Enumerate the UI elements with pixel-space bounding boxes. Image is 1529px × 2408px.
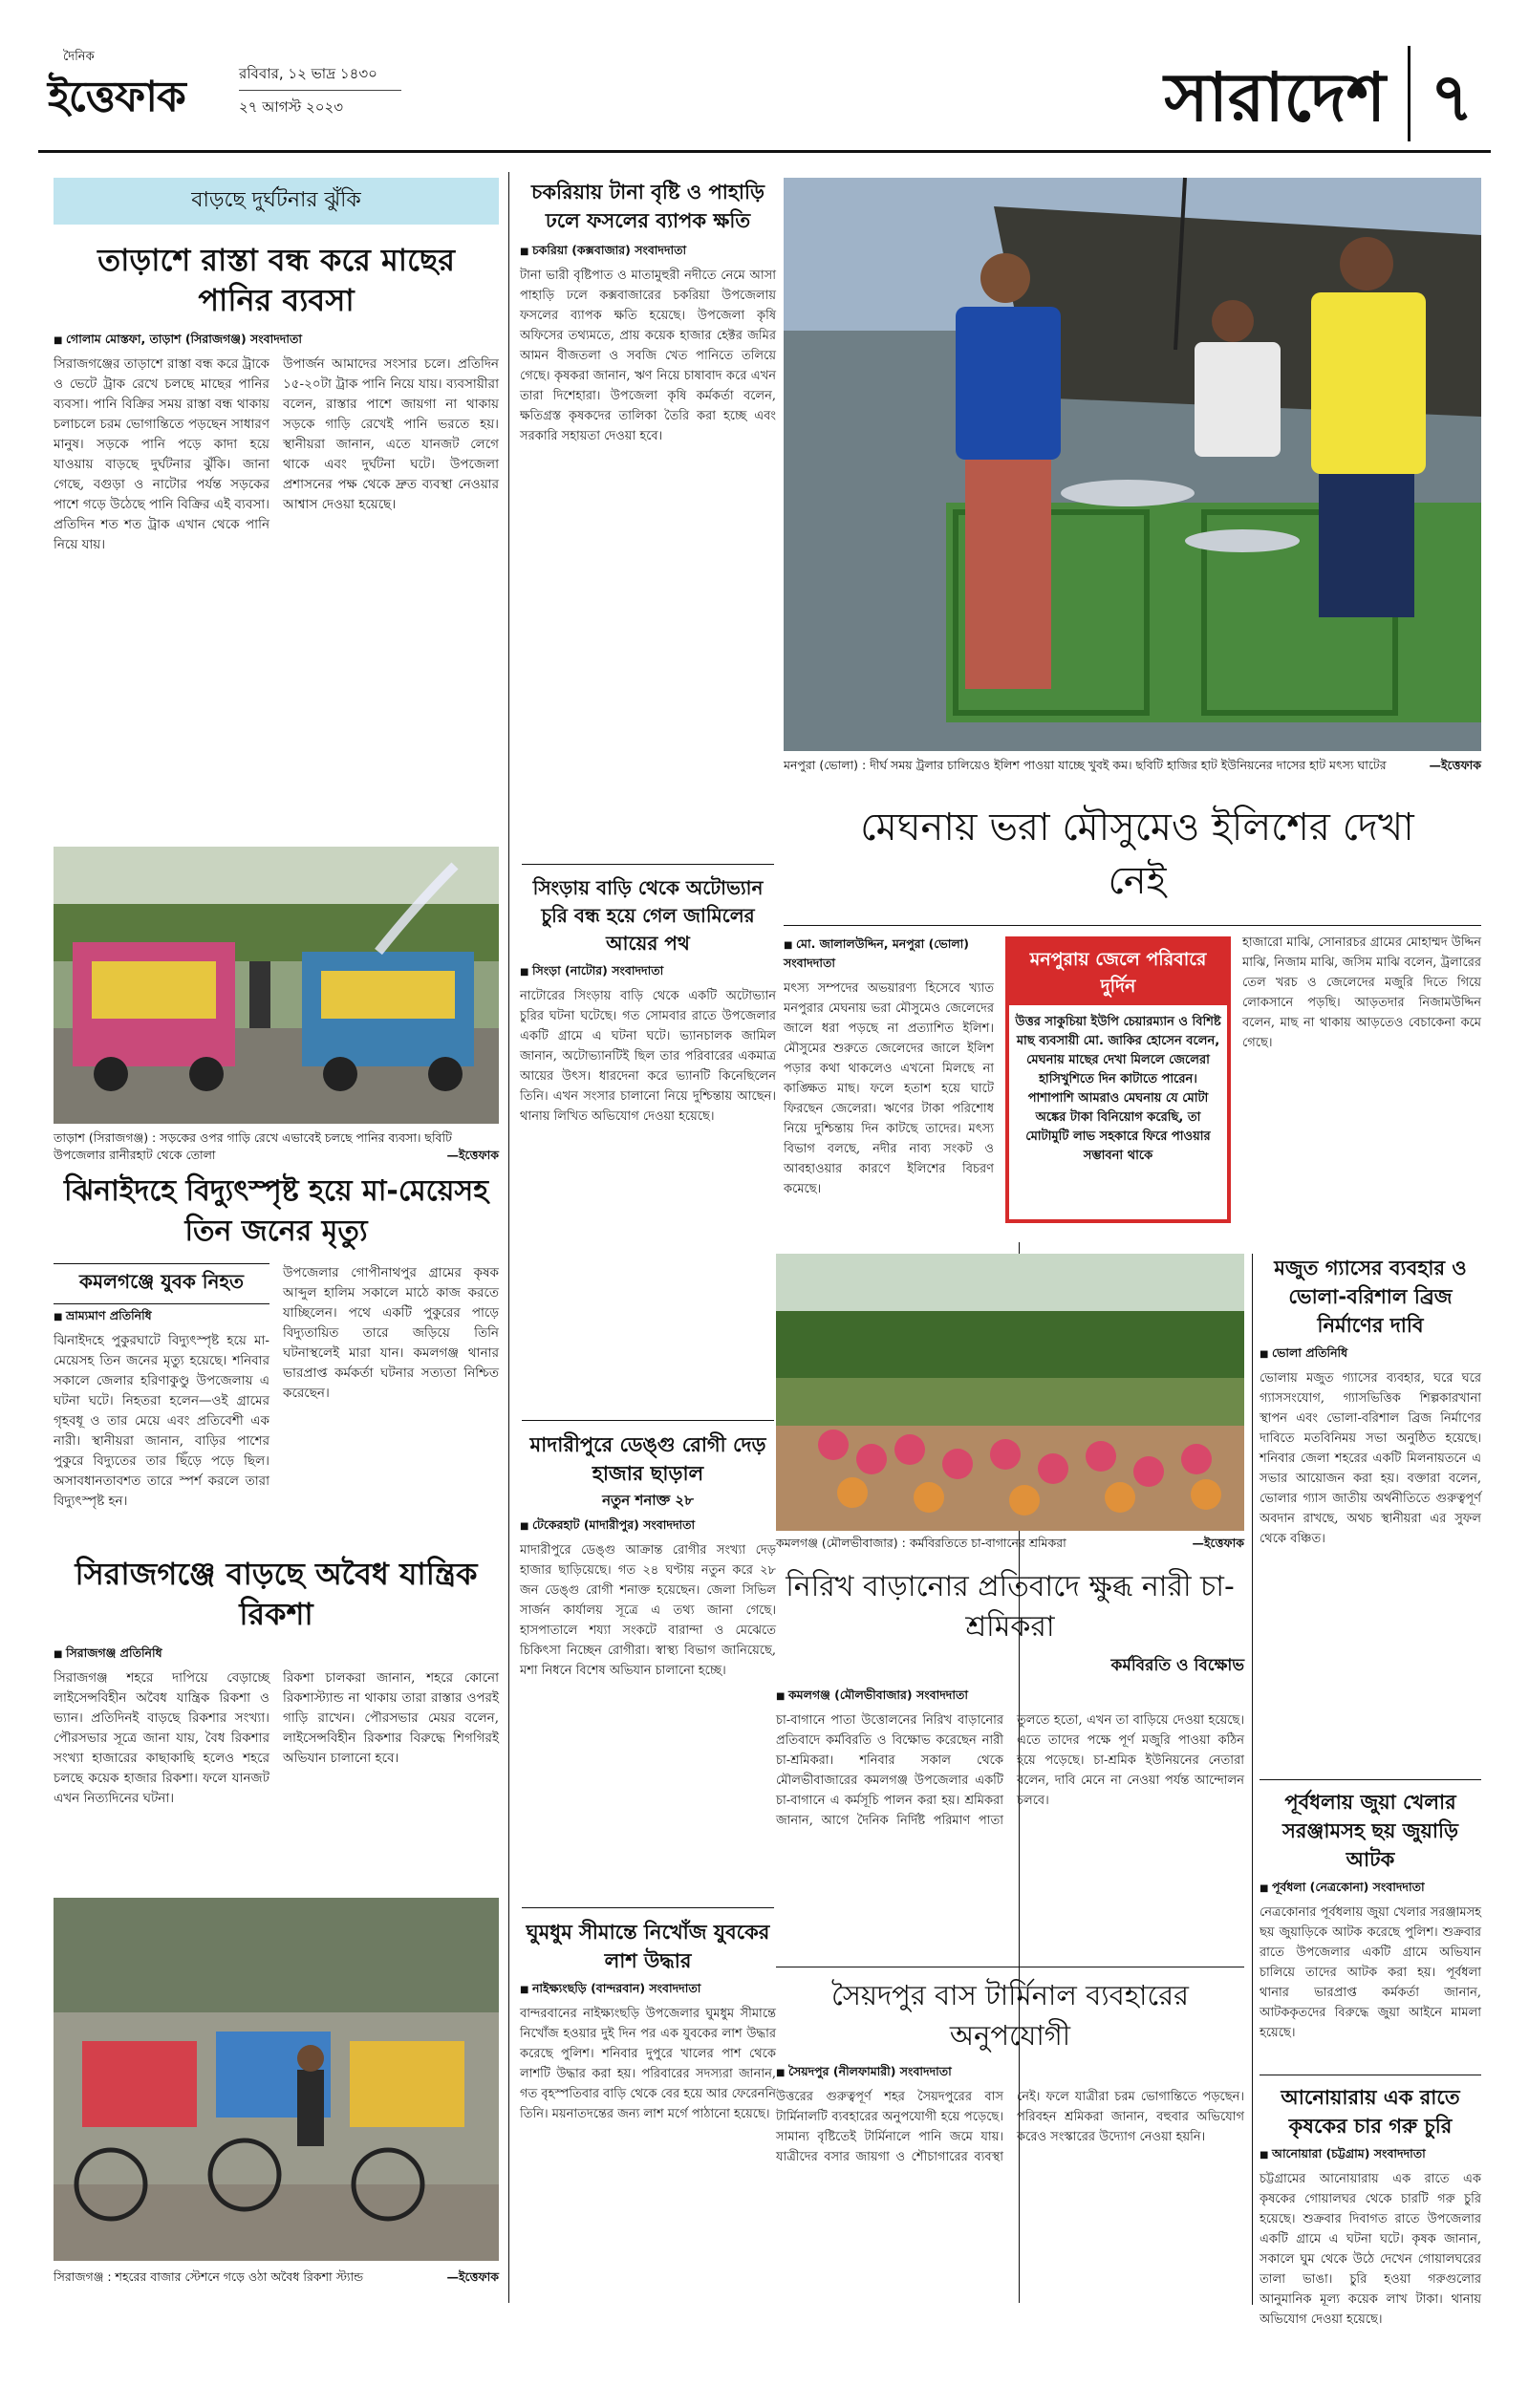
logo-main-text: ইত্তেফাক (48, 73, 185, 121)
photo-caption (776, 1535, 1244, 1552)
teaser-title: মনপুরায় জেলে পরিবারে দুর্দিন (1009, 940, 1227, 1005)
logo-small-text: দৈনিক (63, 50, 95, 64)
article-body (54, 1263, 499, 1599)
fishermen-photo[interactable] (784, 178, 1481, 751)
article-byline: ■ চকরিয়া (কক্সবাজার) সংবাদদাতা (520, 243, 776, 262)
teaser-box (1005, 936, 1231, 1223)
article-text: টানা ভারী বৃষ্টিপাত ও মাতামুহুরী নদীতে নেমে আসা পাহাড়ি ঢলে কক্সবাজারের চকরিয়া উপজেলায় ফসলের ব্যাপক ক্ষতি হয়েছে। উপজেলা কৃষি অফিসের তথ্যমতে, প্রায় কয়েক হাজার হেক্টর জমির আমন বীজতলা ও সবজি খেত পানিতে তলিয়ে গেছে। কৃষকরা জানান, ঋণ নিয়ে চাষাবাদ করে এখন তারা দিশেহারা। উপজেলা কৃষি কর্মকর্তা বলেন, ক্ষতিগ্রস্ত কৃষকদের তালিকা তৈরি করা হচ্ছে এবং সরকারি সহায়তা দেওয়া হবে। (520, 269, 776, 443)
article-byline: ■ সৈয়দপুর (নীলফামারী) সংবাদদাতা (776, 2064, 1244, 2083)
article-text: মাদারীপুরে ডেঙ্গু আক্রান্ত রোগীর সংখ্যা দেড় হাজার ছাড়িয়েছে। গত ২৪ ঘণ্টায় নতুন করে ২৮ জন ডেঙ্গু রোগী শনাক্ত হয়েছেন। জেলা সিভিল সার্জন কার্যালয় সূত্রে এ তথ্য জানা গেছে। হাসপাতালে শয্যা সংকটে বারান্দা ও মেঝেতে চিকিৎসা নিচ্ছেন রোগীরা। স্বাস্থ্য বিভাগ জানিয়েছে, মশা নিধনে বিশেষ অভিযান চালানো হচ্ছে। (520, 1543, 776, 1678)
article-headline[interactable]: চকরিয়ায় টানা বৃষ্টি ও পাহাড়ি ঢলে ফসলের ব্যাপক ক্ষতি (530, 181, 765, 232)
date-bangla: রবিবার, ১২ ভাদ্র ১৪৩০ (239, 65, 377, 82)
article-text: রিকশা চালকরা জানান, শহরে কোনো রিকশাস্ট্যান্ড না থাকায় তারা রাস্তার ওপরই গাড়ি রাখেন। পৌরসভার মেয়র বলেন, লাইসেন্সবিহীন রিকশার বিরুদ্ধে শিগগিরই অভিযান চালানো হবে। (283, 1670, 499, 1766)
sub-headline[interactable]: কমলগঞ্জে যুবক নিহত (54, 1263, 269, 1304)
article-headline[interactable]: ঘুমধুম সীমান্তে নিখোঁজ যুবকের লাশ উদ্ধার (522, 1907, 774, 1975)
lead-article (784, 933, 1481, 1238)
article-byline: ■ নাইক্ষ্যংছড়ি (বান্দরবান) সংবাদদাতা (520, 1981, 776, 2000)
masthead (38, 38, 1491, 153)
article-text: চা-বাগানে পাতা উত্তোলনের নিরিখ বাড়ানোর প্রতিবাদে কর্মবিরতি ও বিক্ষোভ করেছেন নারী চা-শ্রমিকরা। শনিবার সকাল থেকে মৌলভীবাজারের কমলগঞ্জ উপজেলার একটি চা-বাগানে এ কর্মসূচি পালন করা হয়। শ্রমিকরা জানান, আগে দৈনিক নির্দিষ্ট পরিমাণ পাতা তুলতে হতো, এখন তা বাড়িয়ে দেওয়া হয়েছে। এতে তাদের পক্ষে পূর্ণ মজুরি পাওয়া কঠিন হয়ে পড়েছে। চা-শ্রমিক ইউনিয়নের নেতারা বলেন, দাবি মেনে না নেওয়া পর্যন্ত আন্দোলন চলবে। (776, 1713, 1244, 1828)
article-headline[interactable]: ঝিনাইদহে বিদ্যুৎস্পৃষ্ট হয়ে মা-মেয়েসহ তিন জনের মৃত্যু (63, 1174, 488, 1248)
column-rule (1252, 1254, 1253, 2305)
caption-text: কমলগঞ্জ (মৌলভীবাজার) : কর্মবিরতিতে চা-বাগানের শ্রমিকরা (776, 1536, 1066, 1550)
photo-caption (54, 1129, 499, 1164)
lead-headline[interactable]: মেঘনায় ভরা মৌসুমেও ইলিশের দেখা নেই (860, 806, 1414, 903)
article-byline: ■ পূর্বধলা (নেত্রকোনা) সংবাদদাতা (1260, 1880, 1481, 1899)
lead-col-c (1242, 933, 1481, 1219)
photo-credit: —ইত্তেফাক (446, 2269, 499, 2284)
photo-caption (784, 757, 1481, 774)
article-headline[interactable]: পূর্বধলায় জুয়া খেলার সরঞ্জামসহ ছয় জুয়াড়ি আটক (1260, 1779, 1481, 1874)
caption-text: মনপুরা (ভোলা) : দীর্ঘ সময় ট্রলার চালিয়েও ইলিশ পাওয়া যাচ্ছে খুবই কম। ছবিটি হাজির হাট ইউনিয়নের দাসের হাট মৎস্য ঘাটের (784, 758, 1387, 772)
article-subcolumn (54, 1263, 269, 1599)
article-byline: ■ সিংড়া (নাটোর) সংবাদদাতা (520, 963, 776, 982)
caption-text: তাড়াশ (সিরাজগঞ্জ) : সড়কের ওপর গাড়ি রেখে এভাবেই চলছে পানির ব্যবসা। ছবিটি উপজেলার রানীরহাট থেকে তোলা (54, 1130, 452, 1162)
truck-photo[interactable] (54, 847, 499, 1124)
column-left (54, 178, 499, 2309)
tea-article (776, 1684, 1244, 1961)
article-headline[interactable]: মাদারীপুরে ডেঙ্গু রোগী দেড় হাজার ছাড়াল (522, 1420, 774, 1488)
bus-terminal-article (776, 2060, 1244, 2309)
lead-col-a (784, 933, 994, 1256)
rickshaw-photo[interactable] (54, 1898, 499, 2261)
article-byline: ■ গোলাম মোস্তফা, তাড়াশ (সিরাজগঞ্জ) সংবাদদাতা (54, 332, 499, 351)
article-text: নেত্রকোনার পূর্বধলায় জুয়া খেলার সরঞ্জামসহ ছয় জুয়াড়িকে আটক করেছে পুলিশ। শুক্রবার রাতে উপজেলার একটি গ্রামে অভিযান চালিয়ে তাদের আটক করা হয়। পূর্বধলা থানার ভারপ্রাপ্ত কর্মকর্তা জানান, আটককৃতদের বিরুদ্ধে জুয়া আইনে মামলা হয়েছে। (1260, 1905, 1481, 2040)
article-text: উত্তরের গুরুত্বপূর্ণ শহর সৈয়দপুরের বাস টার্মিনালটি ব্যবহারের অনুপযোগী হয়ে পড়েছে। সামান্য বৃষ্টিতেই টার্মিনালে পানি জমে যায়। যাত্রীদের বসার জায়গা ও শৌচাগারের ব্যবস্থা নেই। ফলে যাত্রীরা চরম ভোগান্তিতে পড়ছেন। পরিবহন শ্রমিকরা জানান, বহুবার অভিযোগ করেও সংস্কারের উদ্যোগ নেওয়া হয়নি। (776, 2090, 1244, 2164)
article-text: হাজারো মাঝি, সোনারচর গ্রামের মোহাম্মদ উদ্দিন মাঝি, নিজাম মাঝি, জসিম মাঝি বলেন, ট্রলারের তেল খরচ ও জেলেদের মজুরি দিতে গিয়ে লোকসানে পড়ছি। আড়তদার নিজামউদ্দিন বলেন, মাছ না থাকায় আড়তেও বেচাকেনা কমে গেছে। (1242, 935, 1481, 1050)
newspaper-logo[interactable] (38, 48, 220, 143)
article-byline: ■ ভোলা প্রতিনিধি (1260, 1345, 1481, 1365)
column-second (520, 178, 776, 2309)
article-text: চট্টগ্রামের আনোয়ারায় এক রাতে এক কৃষকের গোয়ালঘর থেকে চারটি গরু চুরি হয়েছে। শুক্রবার দিবাগত রাতে উপজেলার একটি গ্রামে এ ঘটনা ঘটে। কৃষক জানান, সকালে ঘুম থেকে উঠে দেখেন গোয়ালঘরের তালা ভাঙা। চুরি হওয়া গরুগুলোর আনুমানিক মূল্য কয়েক লাখ টাকা। থানায় অভিযোগ দেওয়া হয়েছে। (1260, 2172, 1481, 2327)
column-right (1260, 1254, 1481, 2327)
truck-photo-image (54, 847, 499, 1124)
article-headline[interactable]: নিরিখ বাড়ানোর প্রতিবাদে ক্ষুব্ধ নারী চা-শ্রমিকরা (786, 1570, 1235, 1644)
article-byline: ■ ভ্রাম্যমাণ প্রতিনিধি (54, 1308, 269, 1327)
photo-credit: —ইত্তেফাক (1429, 758, 1481, 772)
date-english: ২৭ আগস্ট ২০২৩ (239, 98, 343, 116)
article-block (54, 1554, 499, 1907)
kicker-banner: বাড়ছে দুর্ঘটনার ঝুঁকি (54, 178, 499, 225)
article-text: উপার্জন আমাদের সংসার চলে। প্রতিদিন ১৫-২০টা ট্রাক পানি নিয়ে যায়। ব্যবসায়ীরা বলেন, রাস্তার পাশে জায়গা না থাকায় সড়কে গাড়ি রেখেই পানি ভরতে হয়। স্থানীয়রা জানান, এতে যানজট লেগে থাকে এবং দুর্ঘটনা ঘটে। উপজেলা প্রশাসনের পক্ষ থেকে দ্রুত ব্যবস্থা নেওয়ার আশ্বাস দেওয়া হয়েছে। (283, 356, 499, 512)
caption-text: সিরাজগঞ্জ : শহরের বাজার স্টেশনে গড়ে ওঠা অবৈধ রিকশা স্ট্যান্ড (54, 2269, 364, 2284)
column-rule (508, 172, 509, 2303)
tea-workers-photo-image (776, 1254, 1244, 1531)
article-byline: ■ কমলগঞ্জ (মৌলভীবাজার) সংবাদদাতা (776, 1688, 1244, 1707)
article-body (54, 1668, 499, 1907)
article-byline: ■ টেকেরহাট (মাদারীপুর) সংবাদদাতা (520, 1517, 776, 1537)
article-headline[interactable]: আনোয়ারায় এক রাতে কৃষকের চার গরু চুরি (1260, 2075, 1481, 2140)
article-headline[interactable]: মজুত গ্যাসের ব্যবহার ও ভোলা-বরিশাল ব্রিজ নির্মাণের দাবি (1274, 1257, 1467, 1337)
section-title: সারাদেশ (1164, 58, 1386, 137)
article-text: নাটোরের সিংড়ায় বাড়ি থেকে একটি অটোভ্যান চুরির ঘটনা ঘটেছে। গত সোমবার রাতে উপজেলার একটি গ্রামে এ ঘটনা ঘটে। ভ্যানচালক জামিল জানান, অটোভ্যানটিই ছিল তার পরিবারের একমাত্র আয়ের উৎস। ধারদেনা করে ভ্যানটি কিনেছিলেন তিনি। এখন সংসার চালানো নিয়ে দুশ্চিন্তায় আছেন। থানায় লিখিত অভিযোগ দেওয়া হয়েছে। (520, 989, 776, 1124)
fishermen-photo-image (784, 178, 1481, 751)
article-byline: ■ আনোয়ারা (চট্টগ্রাম) সংবাদদাতা (1260, 2146, 1481, 2165)
teaser-quote: উত্তর সাকুচিয়া ইউপি চেয়ারম্যান ও বিশিষ্ট মাছ ব্যবসায়ী মো. জাকির হোসেন বলেন, মেঘনায় মাছের দেখা মিললে জেলেরা হাসিখুশিতে দিন কাটাতে পারেন। পাশাপাশি আমরাও মেঘনায় যে মোটা অঙ্কের টাকা বিনিয়োগ করেছি, তা মোটামুটি লাভ সহকারে ফিরে পাওয়ার সম্ভাবনা থাকে (1015, 1015, 1221, 1163)
page-number: ৭ (1408, 46, 1474, 141)
article-text: সিরাজগঞ্জের তাড়াশে রাস্তা বন্ধ করে ট্রাকে ও ভেটে ট্রাক রেখে চলছে মাছের পানির ব্যবসা। পানি বিক্রির সময় রাস্তা বন্ধ থাকায় চলাচলে চরম ভোগান্তিতে পড়ছেন সাধারণ মানুষ। সড়কে পানি পড়ে কাদা হয়ে যাওয়ায় বাড়ছে দুর্ঘটনার ঝুঁকি। জানা গেছে, বগুড়া ও নাটোর পর্যন্ত সড়কের পাশে গড়ে উঠেছে পানি বিক্রির এই ব্যবসা। প্রতিদিন শত শত ট্রাক এখান থেকে পানি নিয়ে যায়। (54, 356, 269, 552)
article-text: ভোলায় মজুত গ্যাসের ব্যবহার, ঘরে ঘরে গ্যাসসংযোগ, গ্যাসভিত্তিক শিল্পকারখানা স্থাপন এবং ভোলা-বরিশাল ব্রিজ নির্মাণের দাবিতে মতবিনিময় সভা অনুষ্ঠিত হয়েছে। শনিবার জেলা শহরের একটি মিলনায়তনে এ সভার আয়োজন করা হয়। বক্তারা বলেন, ভোলার গ্যাস জাতীয় অর্থনীতিতে গুরুত্বপূর্ণ অবদান রাখছে, অথচ স্থানীয়রা এর সুফল থেকে বঞ্চিত। (1260, 1371, 1481, 1546)
article-block (54, 1172, 499, 1599)
article-text: বান্দরবানের নাইক্ষ্যংছড়ি উপজেলার ঘুমধুম সীমান্তে নিখোঁজ হওয়ার দুই দিন পর এক যুবকের লাশ উদ্ধার করেছে পুলিশ। শনিবার দুপুরে খালের পাশ থেকে লাশটি উদ্ধার করা হয়। পরিবারের সদস্যরা জানান, গত বৃহস্পতিবার বাড়ি থেকে বের হয়ে আর ফেরেননি তিনি। ময়নাতদন্তের জন্য লাশ মর্গে পাঠানো হয়েছে। (520, 2007, 776, 2121)
photo-caption (54, 2268, 499, 2286)
article-byline: ■ সিরাজগঞ্জ প্রতিনিধি (54, 1645, 499, 1665)
article-headline[interactable]: সৈয়দপুর বাস টার্মিনাল ব্যবহারের অনুপযোগী (776, 1967, 1244, 2055)
article-subheadline: নতুন শনাক্ত ২৮ (602, 1492, 694, 1509)
headline-rule (784, 925, 1481, 926)
article-headline[interactable]: সিংড়ায় বাড়ি থেকে অটোভ্যান চুরি বন্ধ হয়ে গেল জামিলের আয়ের পথ (522, 864, 774, 957)
rickshaw-photo-image (54, 1898, 499, 2261)
article-headline[interactable]: তাড়াশে রাস্তা বন্ধ করে মাছের পানির ব্যবসা (97, 242, 455, 318)
article-text: মৎস্য সম্পদের অভয়ারণ্য হিসেবে খ্যাত মনপুরার মেঘনায় ভরা মৌসুমেও জেলেদের জালে ধরা পড়ছে না প্রত্যাশিত ইলিশ। মৌসুমের শুরুতে জেলেদের জালে ইলিশ পড়ার কথা থাকলেও এখনো মিলছে না কাঙ্ক্ষিত মাছ। ফলে হতাশ হয়ে ঘাটে ফিরছেন জেলেরা। ঋণের টাকা পরিশোধ নিয়ে দুশ্চিন্তায় দিন কাটছে তাদের। মৎস্য বিভাগ বলছে, নদীর নাব্য সংকট ও আবহাওয়ার কারণে ইলিশের বিচরণ কমেছে। (784, 981, 994, 1196)
article-text: সিরাজগঞ্জ শহরে দাপিয়ে বেড়াচ্ছে লাইসেন্সবিহীন অবৈধ যান্ত্রিক রিকশা ও ভ্যান। প্রতিদিনই বাড়ছে রিকশার সংখ্যা। পৌরসভার সূত্রে জানা যায়, বৈধ রিকশার সংখ্যা হাজারের কাছাকাছি হলেও শহরে চলছে কয়েক হাজার রিকশা। ফলে যানজট এখন নিত্যদিনের ঘটনা। (54, 1670, 269, 1806)
article-byline: ■ মো. জালালউদ্দিন, মনপুরা (ভোলা) সংবাদদাতা (784, 936, 994, 975)
photo-credit: —ইত্তেফাক (446, 1148, 499, 1162)
article-text: উপজেলার গোপীনাথপুর গ্রামের কৃষক আব্দুল হালিম সকালে মাঠে কাজ করতে যাচ্ছিলেন। পথে একটি পুকুরের পাড়ে বিদ্যুতায়িত তারে জড়িয়ে তিনি ঘটনাস্থলেই মারা যান। কমলগঞ্জ থানার ভারপ্রাপ্ত কর্মকর্তা ঘটনার সত্যতা নিশ্চিত করেছেন। (283, 1265, 499, 1401)
dateline (239, 57, 401, 123)
photo-credit: —ইত্তেফাক (1192, 1536, 1244, 1550)
article-text: ঝিনাইদহে পুকুরঘাটে বিদ্যুৎস্পৃষ্ট হয়ে মা-মেয়েসহ তিন জনের মৃত্যু হয়েছে। শনিবার সকালে জেলার হরিণাকুণ্ডু উপজেলায় এ ঘটনা ঘটে। নিহতরা হলেন—ওই গ্রামের গৃহবধূ ও তার মেয়ে এবং প্রতিবেশী এক নারী। স্থানীয়রা জানান, বাড়ির পাশের পুকুরে বিদ্যুতের তার ছিঁড়ে পড়ে ছিল। অসাবধানতাবশত তারে স্পর্শ করলে তারা বিদ্যুৎস্পৃষ্ট হন। (54, 1333, 269, 1509)
article-headline[interactable]: সিরাজগঞ্জে বাড়ছে অবৈধ যান্ত্রিক রিকশা (75, 1556, 478, 1632)
tea-workers-photo[interactable] (776, 1254, 1244, 1531)
article-subheadline: কর্মবিরতি ও বিক্ষোভ (1110, 1656, 1244, 1675)
article-body (54, 355, 499, 737)
